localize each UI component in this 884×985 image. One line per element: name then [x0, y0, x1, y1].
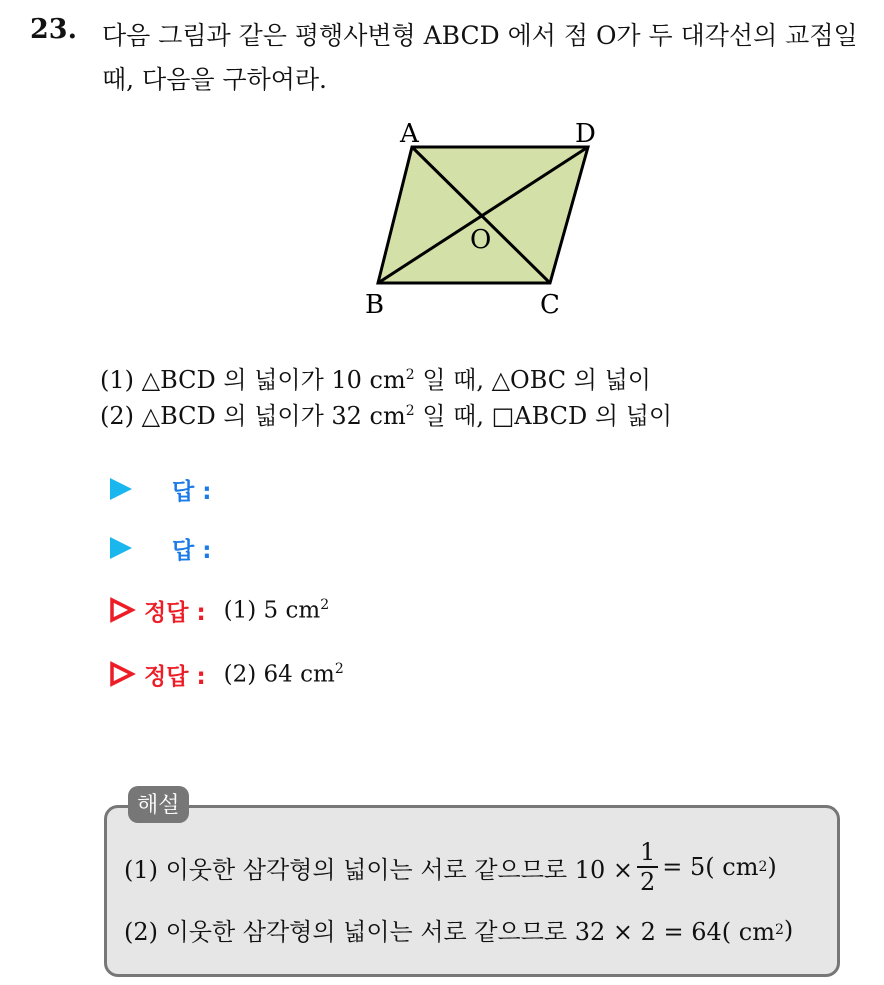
explanation-line-2: (2) 이웃한 삼각형의 넓이는 서로 같으므로 32 × 2 = 64( cm 2 ) — [124, 915, 794, 946]
explanation-line-1: (1) 이웃한 삼각형의 넓이는 서로 같으므로 10 × $\frac{1}{2}$ = 5( cm 2 ) — [124, 838, 777, 896]
label-b: B — [365, 290, 385, 320]
answer-input-area[interactable] — [223, 474, 523, 504]
question-line-1: 다음 그림과 같은 평행사변형 ABCD 에서 점 O가 두 대각선의 교점일 — [102, 21, 858, 50]
label-o: O — [470, 225, 492, 255]
answer-label: 답 : — [172, 537, 212, 564]
correct-answer-value: (2) 64 $cm^2$ — [223, 660, 344, 688]
subquestion-1: (1) △BCD 의 넓이가 10 $cm^2$ 일 때, △OBC 의 넓이 — [100, 366, 651, 394]
correct-answer-value: (1) 5 $cm^2$ — [223, 596, 330, 624]
subquestion-2: (2) △BCD 의 넓이가 32 $cm^2$ 일 때, □ABCD 의 넓이 — [100, 402, 673, 430]
blue-triangle-icon — [108, 476, 134, 502]
label-c: C — [540, 290, 560, 320]
fraction-one-half: $\frac{1}{2}$ — [637, 838, 658, 896]
red-outline-triangle-icon — [108, 660, 136, 688]
correct-answer-row-2 — [108, 654, 344, 694]
answer-label: 답 : — [172, 478, 212, 505]
blue-triangle-icon — [108, 535, 134, 561]
question-number: 23. — [30, 14, 77, 45]
correct-answer-label: 정답 : — [144, 599, 206, 626]
question-line-2: 때, 다음을 구하여라. — [102, 65, 327, 94]
explanation-title: 해설 — [128, 786, 189, 823]
parallelogram-figure — [350, 115, 610, 325]
correct-answer-row-1 — [108, 590, 329, 630]
answer-input-area[interactable] — [223, 533, 523, 563]
question-text — [102, 14, 872, 102]
correct-answer-label: 정답 : — [144, 663, 206, 690]
label-d: D — [575, 119, 596, 149]
label-a: A — [400, 119, 419, 149]
red-outline-triangle-icon — [108, 596, 136, 624]
answer-row-1 — [108, 469, 523, 509]
answer-row-2 — [108, 528, 523, 568]
